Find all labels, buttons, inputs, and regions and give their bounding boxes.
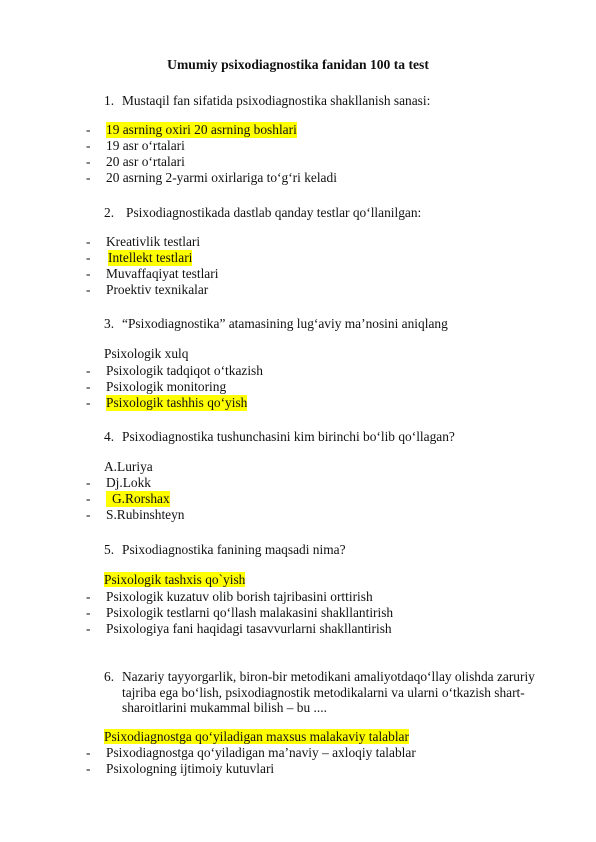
correct-answer-highlight: Intellekt testlari [108, 250, 193, 265]
question-number: 6. [104, 669, 115, 684]
dash-marker: - [86, 621, 91, 636]
question-number: 5. [104, 542, 115, 557]
answer-text: Psixologning ijtimoiy kutuvlari [106, 761, 275, 776]
dash-marker: - [86, 379, 91, 394]
dash-marker: - [86, 589, 91, 604]
question-number: 1. [104, 93, 115, 108]
answer-text: Psixologik testlarni qo‘llash malakasini shakllantirish [106, 605, 394, 620]
answer-text: Psixologik monitoring [106, 379, 227, 394]
question-number: 4. [104, 429, 115, 444]
answer-option-first [104, 572, 245, 588]
dash-marker: - [86, 491, 91, 506]
dash-marker: - [86, 250, 91, 265]
answer-option-first: Psixologik xulq [104, 346, 189, 361]
dash-marker: - [86, 605, 91, 620]
document-title: Umumiy psixodiagnostika fanidan 100 ta test [167, 57, 429, 72]
answer-text: Muvaffaqiyat testlari [106, 266, 219, 281]
dash-marker: - [86, 138, 91, 153]
correct-answer-highlight: G.Rorshax [106, 491, 170, 507]
dash-marker: - [86, 507, 91, 522]
question-text: Psixodiagnostikada dastlab qanday testlar qo‘llanilgan: [126, 205, 422, 220]
answer-text: 20 asr o‘rtalari [106, 154, 185, 169]
answer-text: Psixodiagnostga qo‘yiladigan ma’naviy – axloqiy talablar [106, 745, 416, 760]
dash-marker: - [86, 745, 91, 760]
answer-text: Psixologiya fani haqidagi tasavvurlarni shakllantirish [106, 621, 392, 636]
dash-marker: - [86, 170, 91, 185]
dash-marker: - [86, 266, 91, 281]
dash-marker: - [86, 154, 91, 169]
question-number: 2. [104, 205, 115, 220]
answer-option-first [104, 729, 409, 745]
answer-option-first: A.Luriya [104, 459, 153, 474]
answer-text: 20 asrning 2-yarmi oxirlariga to‘g‘ri keladi [106, 170, 337, 185]
answer-text: Kreativlik testlari [106, 234, 201, 249]
question-text: Mustaqil fan sifatida psixodiagnostika shakllanish sanasi: [122, 93, 431, 108]
correct-answer-highlight: 19 asrning oxiri 20 asrning boshlari [106, 122, 297, 137]
question-text: “Psixodiagnostika” atamasining lug‘aviy ma’nosini aniqlang [122, 316, 448, 331]
dash-marker: - [86, 761, 91, 776]
answer-text: Dj.Lokk [106, 475, 152, 490]
correct-answer-highlight: Psixologik tashhis qo‘yish [106, 395, 248, 410]
question-number: 3. [104, 316, 115, 331]
question-text: Psixodiagnostika fanining maqsadi nima? [122, 542, 346, 557]
answer-text: 19 asr o‘rtalari [106, 138, 185, 153]
correct-answer-highlight: Psixodiagnostga qo‘yiladigan maxsus malakaviy talablar [104, 729, 409, 744]
answer-text: Psixologik tadqiqot o‘tkazish [106, 363, 263, 378]
answer-text: S.Rubinshteyn [106, 507, 185, 522]
correct-answer-highlight: Psixologik tashxis qo`yish [104, 572, 246, 587]
dash-marker: - [86, 395, 91, 410]
answer-text: Psixologik kuzatuv olib borish tajribasini orttirish [106, 589, 373, 604]
dash-marker: - [86, 234, 91, 249]
answer-text: Proektiv texnikalar [106, 282, 209, 297]
dash-marker: - [86, 122, 91, 137]
dash-marker: - [86, 475, 91, 490]
dash-marker: - [86, 282, 91, 297]
dash-marker: - [86, 363, 91, 378]
question-text: Nazariy tayyorgarlik, biron-bir metodikani amaliyotdaqo‘llay olishda zaruriy tajriba ega bo‘lish, psixodiagnostik metodikalarni va ularni o‘tkazish shart-sharoitlarini mukammal bilish – bu .... [122, 669, 535, 715]
question-text: Psixodiagnostika tushunchasini kim birinchi bo‘lib qo‘llagan? [122, 429, 455, 444]
